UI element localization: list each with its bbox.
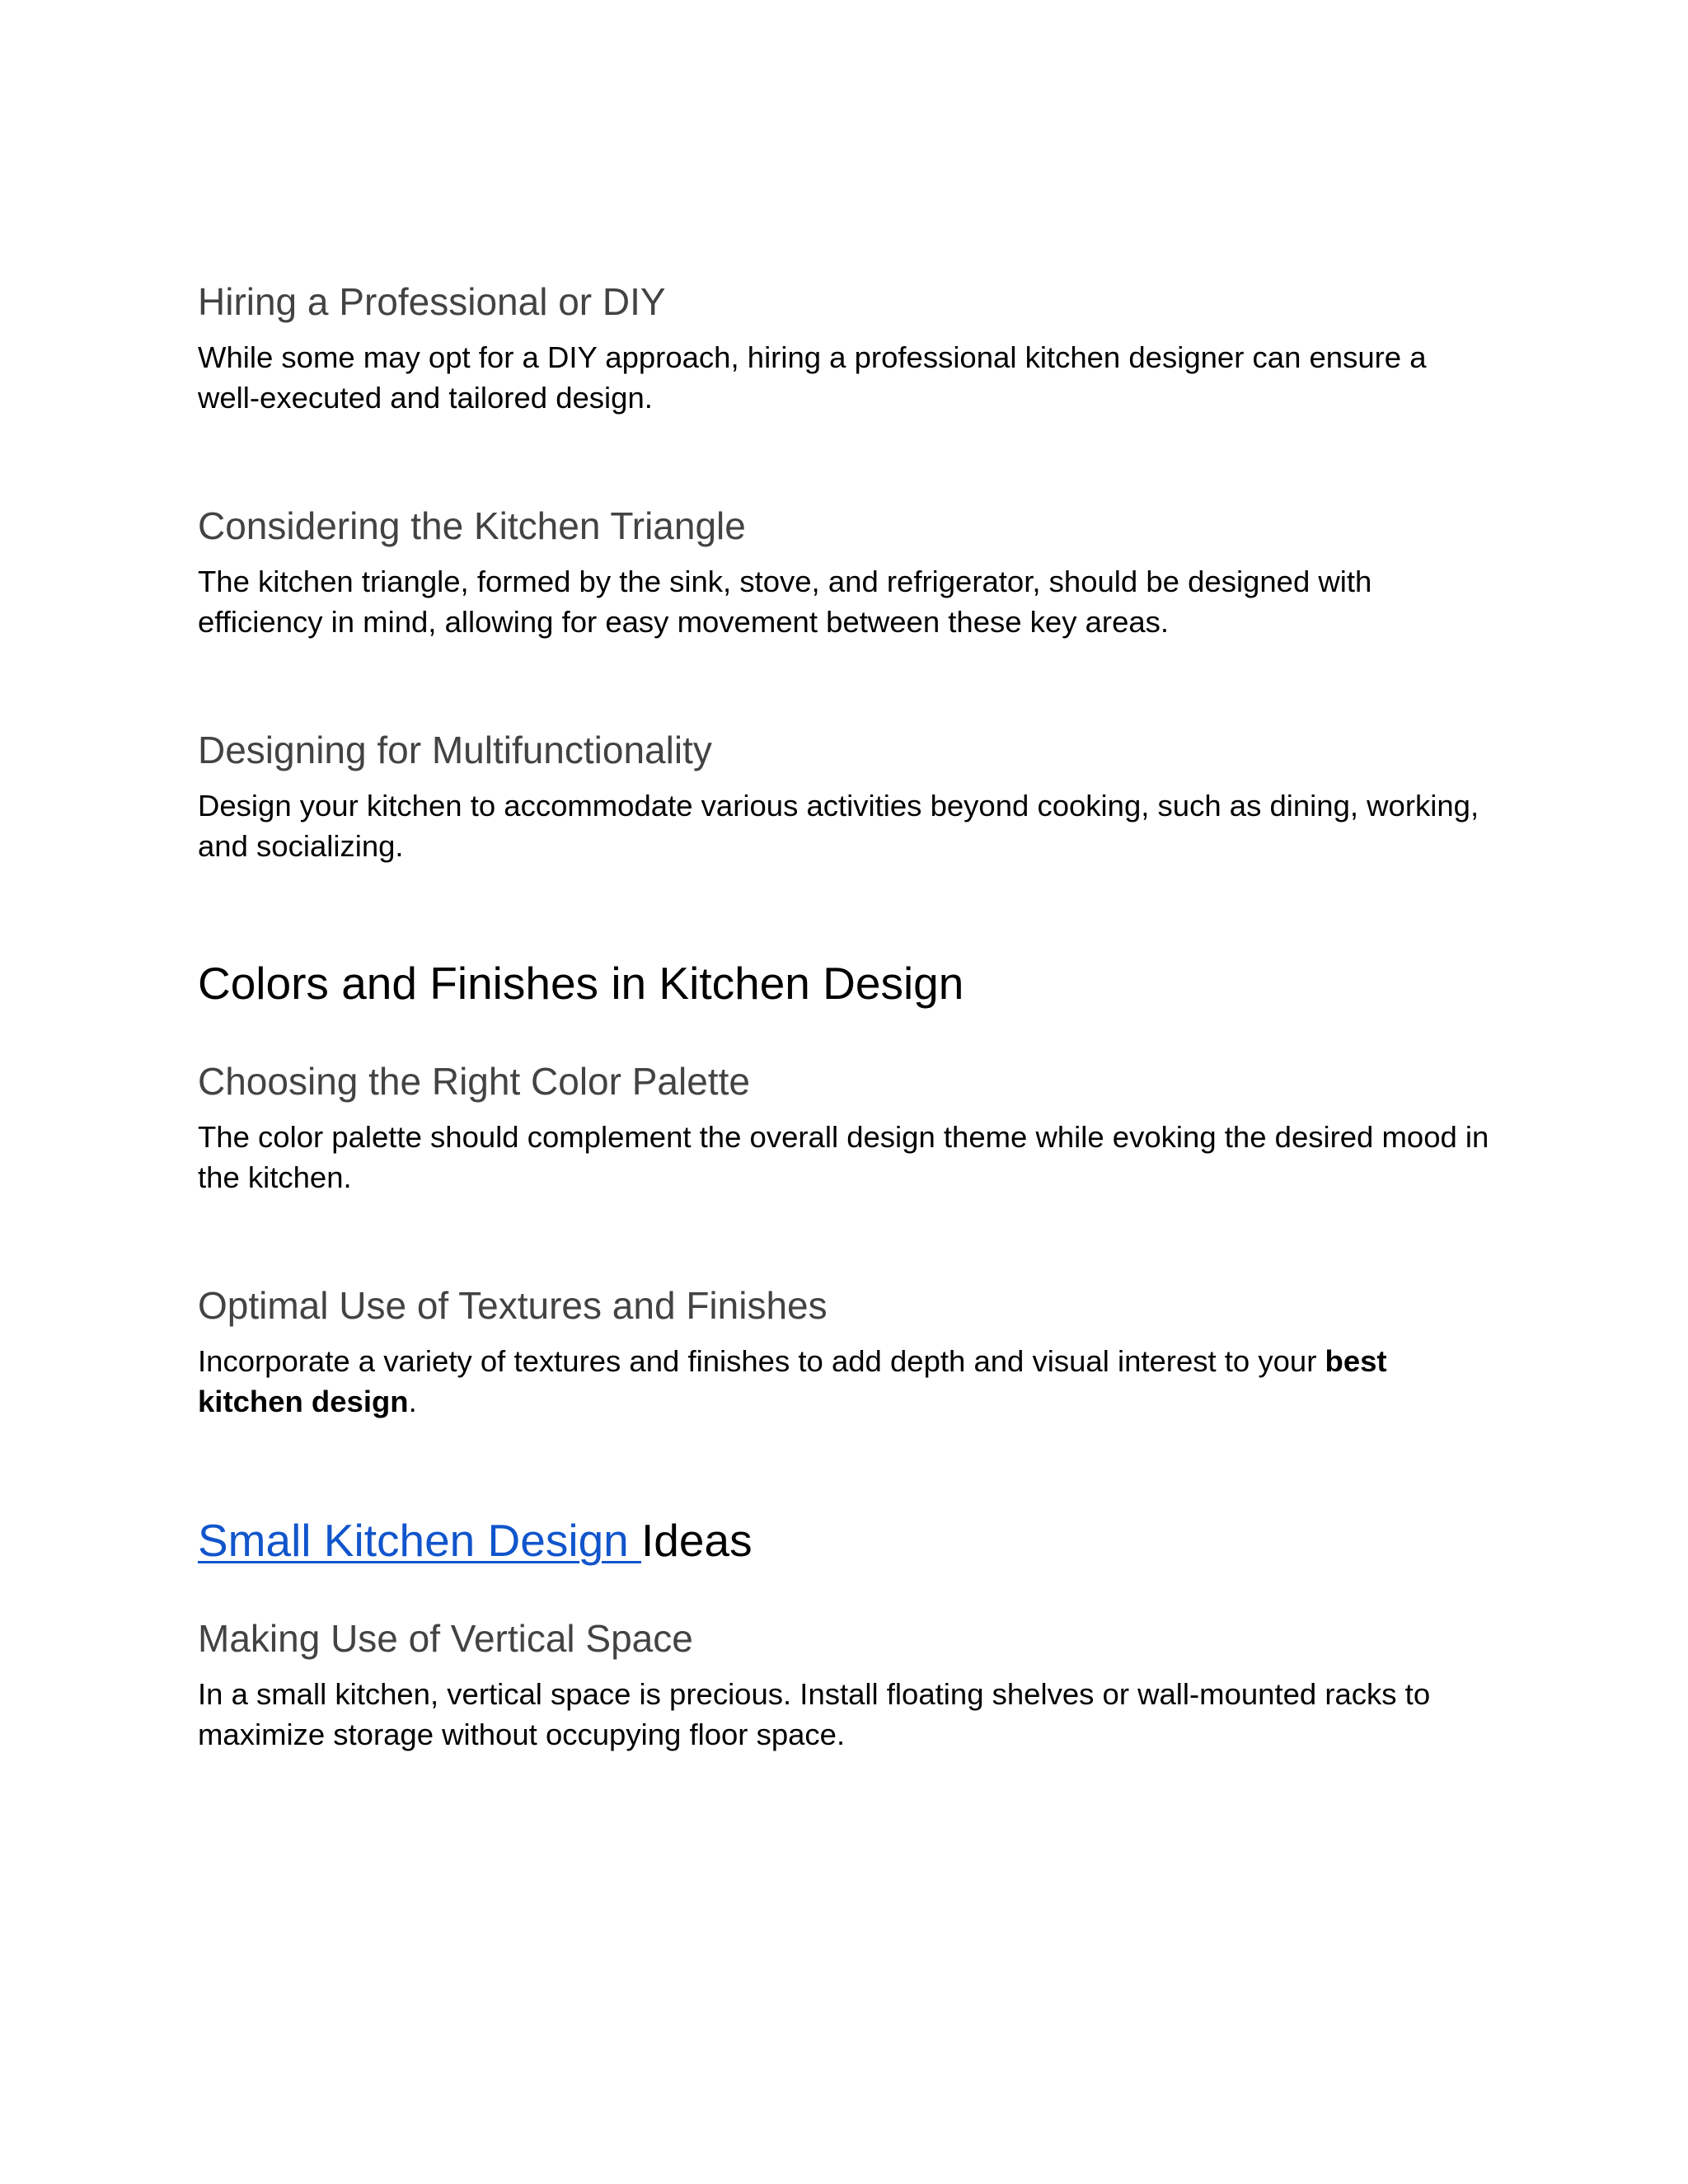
paragraph-textures-finishes bbox=[198, 1342, 1490, 1422]
paragraph-multifunctionality: Design your kitchen to accommodate various activities beyond cooking, such as dining, working, and socializing. bbox=[198, 789, 1479, 863]
heading-color-palette: Choosing the Right Color Palette bbox=[198, 1060, 750, 1103]
heading-small-kitchen-ideas bbox=[198, 1513, 753, 1568]
paragraph-vertical-space: In a small kitchen, vertical space is precious. Install floating shelves or wall-mounted racks to maximize storage without occupying floor space. bbox=[198, 1677, 1431, 1751]
paragraph-kitchen-triangle: The kitchen triangle, formed by the sink, stove, and refrigerator, should be designed with efficiency in mind, allowing for easy movement between these key areas. bbox=[198, 565, 1372, 639]
heading-multifunctionality: Designing for Multifunctionality bbox=[198, 729, 712, 771]
heading-colors-and-finishes: Colors and Finishes in Kitchen Design bbox=[198, 958, 964, 1009]
small-kitchen-design-link[interactable]: Small Kitchen Design bbox=[198, 1515, 642, 1566]
paragraph-color-palette: The color palette should complement the overall design theme while evoking the desired mood in the kitchen. bbox=[198, 1120, 1489, 1194]
textures-text-after: . bbox=[408, 1384, 417, 1418]
textures-text-before: Incorporate a variety of textures and finishes to add depth and visual interest to your bbox=[198, 1344, 1325, 1378]
heading-ideas-text: Ideas bbox=[641, 1515, 753, 1566]
heading-textures-finishes: Optimal Use of Textures and Finishes bbox=[198, 1284, 828, 1327]
heading-hiring-professional: Hiring a Professional or DIY bbox=[198, 280, 666, 323]
best-kitchen-design-bold: best kitchen design bbox=[198, 1344, 1387, 1418]
heading-vertical-space: Making Use of Vertical Space bbox=[198, 1617, 693, 1660]
heading-kitchen-triangle: Considering the Kitchen Triangle bbox=[198, 504, 746, 547]
paragraph-hiring-professional: While some may opt for a DIY approach, hiring a professional kitchen designer can ensure a well-executed and tailored design. bbox=[198, 340, 1427, 415]
